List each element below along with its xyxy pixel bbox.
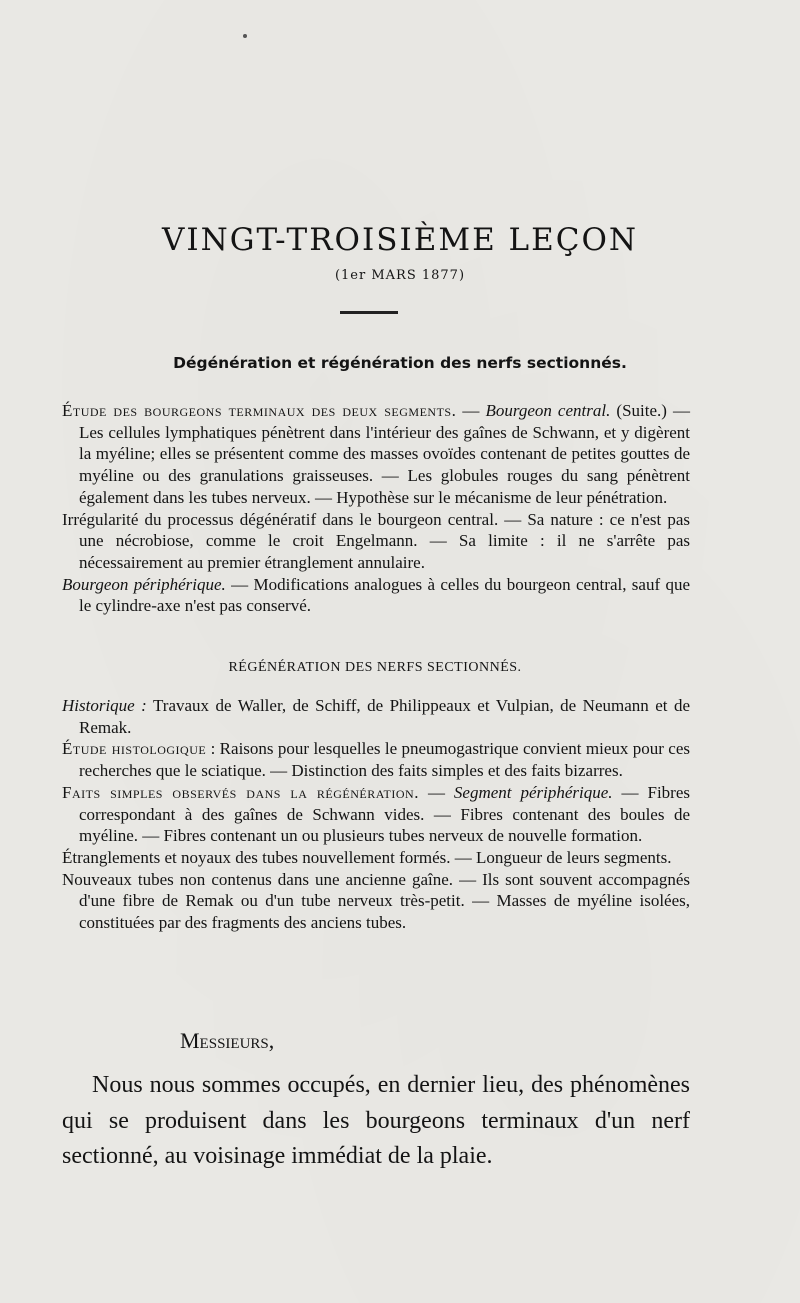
summary-lead: Étude histologique (62, 739, 207, 759)
summary-part-2 (62, 695, 690, 934)
summary-item (62, 869, 690, 934)
summary-item (62, 695, 690, 738)
body-paragraph: Nous nous sommes occupés, en dernier lieu, des phénomènes qui se produisent dans les bourgeons terminaux d'un nerf sectionné, au voisinage immédiat de la plaie. (62, 1072, 690, 1169)
summary-text: — Fibres correspondant à des gaînes de Schwann vides. — Fibres contenant des boules de myéline. — Fibres contenant un ou plusieurs tubes nerveux de nouvelle formation. (79, 782, 691, 846)
lecture-subtitle: Dégénération et régénération des nerfs sectionnés. (173, 354, 627, 372)
summary-item (62, 574, 690, 617)
summary-text: — Modifications analogues à celles du bourgeon central, sauf que le cylindre-axe n'est pas conservé. (79, 574, 690, 616)
summary-item: Faits simples observés dans la régénération. — Segment périphérique. — Fibres correspondant à des gaînes de Schwann vides. — Fibres contenant des boules de myéline. — Fibres contenant un ou plusieurs tubes nerveux de nouvelle formation. (62, 782, 691, 846)
lecture-date: (1er MARS 1877) (334, 268, 466, 283)
summary-item (62, 738, 690, 781)
summary-text: : Raisons pour lesquelles le pneumogastrique convient mieux pour ces recherches que le sciatique. — Distinction des faits simples et des faits bizarres. (79, 739, 691, 781)
section-heading: RÉGÉNÉRATION DES NERFS SECTIONNÉS. (228, 660, 522, 675)
summary-lead: Faits simples observés dans la régénération. (62, 782, 419, 802)
lecture-title: VINGT-TROISIÈME LEÇON (161, 222, 639, 258)
summary-text: (Suite.) — Les cellules lymphatiques pénètrent dans l'intérieur des gaînes de Schwann, et y digèrent la myéline; elles se présentent comme des masses ovoïdes contenant de petites gouttes de myéline ou des granulations graisseuses. — Les globules rouges du sang pénètrent également dans les tubes nerveux. — Hypothèse sur le mécanisme de leur pénétration. (79, 401, 690, 507)
summary-lead: Bourgeon périphérique. (62, 574, 226, 594)
salutation: Messieurs, (180, 1028, 275, 1053)
summary-text: Nouveaux tubes non contenus dans une ancienne gaîne. — Ils sont souvent accompagnés d'une fibre de Remak ou d'un tube nerveux très-petit. — Masses de myéline isolées, constituées par des fragments des anciens tubes. (62, 869, 690, 933)
summary-lead: Étude des bourgeons terminaux des deux segments. (62, 401, 457, 420)
summary-part-1 (62, 400, 690, 617)
ink-speck (243, 34, 247, 38)
summary-italic: Segment périphérique. (453, 782, 613, 802)
summary-text: Étranglements et noyaux des tubes nouvellement formés. — Longueur de leurs segments. (62, 847, 672, 867)
summary-italic: Bourgeon central. (485, 401, 611, 420)
title-rule (340, 311, 398, 314)
summary-lead: Historique : (62, 696, 147, 715)
summary-text: Irrégularité du processus dégénératif dans le bourgeon central. — Sa nature : ce n'est pas une nécrobiose, comme le croit Engelmann. — Sa limite : il ne s'arrête pas nécessairement au premier étranglement annulaire. (62, 509, 690, 572)
summary-item: Étude des bourgeons terminaux des deux segments. — Bourgeon central. (Suite.) — Les cellules lymphatiques pénètrent dans l'intérieur des gaînes de Schwann, et y digèrent la myéline; elles se présentent comme des masses ovoïdes contenant de petites gouttes de myéline ou des granulations graisseuses. — Les globules rouges du sang pénètrent également dans les tubes nerveux. — Hypothèse sur le mécanisme de leur pénétration. (62, 401, 690, 507)
summary-item (62, 847, 690, 869)
summary-text: Travaux de Waller, de Schiff, de Philippeaux et Vulpian, de Neumann et de Remak. (79, 696, 691, 737)
summary-item (62, 509, 690, 574)
